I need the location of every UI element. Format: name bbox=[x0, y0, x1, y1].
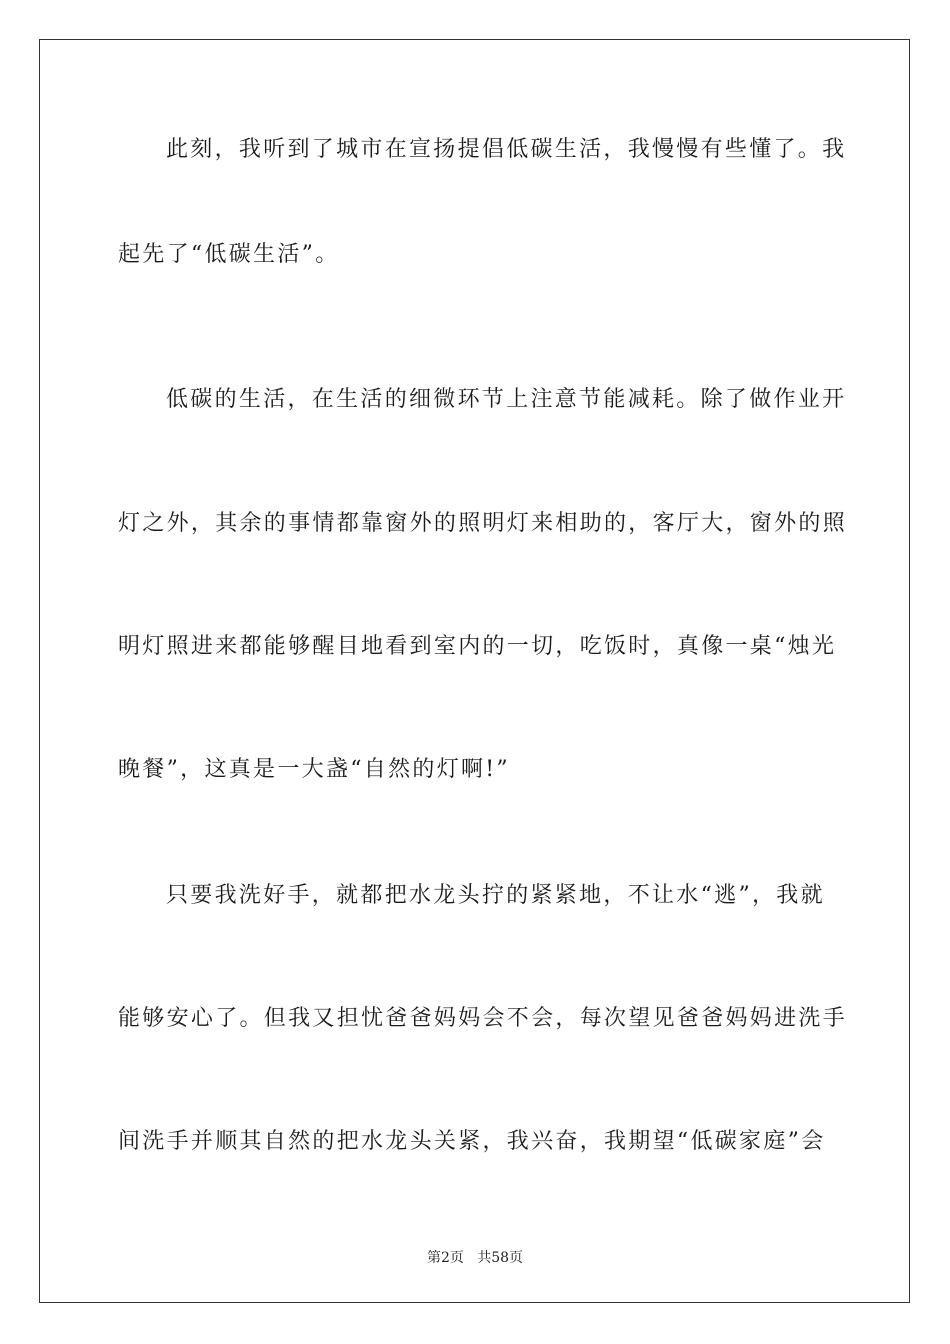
paragraph-3-line-3: 间洗手并顺其自然的把水龙头关紧，我兴奋，我期望“低碳家庭”会 bbox=[118, 1129, 826, 1154]
paragraph-2-line-1: 低碳的生活，在生活的细微环节上注意节能减耗。除了做作业开 bbox=[166, 387, 847, 412]
page-number-footer: 第2页 共58页 bbox=[426, 1250, 524, 1266]
paragraph-3-line-1: 只要我洗好手，就都把水龙头拧的紧紧地，不让水“逃”，我就 bbox=[166, 883, 825, 908]
page-border bbox=[39, 39, 910, 1303]
paragraph-2-line-2: 灯之外，其余的事情都靠窗外的照明灯来相助的，客厅大，窗外的照 bbox=[118, 511, 848, 536]
paragraph-2-line-4: 晚餐”，这真是一大盏“自然的灯啊!” bbox=[118, 757, 510, 782]
paragraph-1-line-1: 此刻，我听到了城市在宣扬提倡低碳生活，我慢慢有些懂了。我 bbox=[166, 137, 847, 162]
paragraph-1-line-2: 起先了“低碳生活”。 bbox=[118, 242, 340, 267]
paragraph-2-line-3: 明灯照进来都能够醒目地看到室内的一切，吃饭时，真像一桌“烛光 bbox=[118, 634, 837, 659]
paragraph-3-line-2: 能够安心了。但我又担忧爸爸妈妈会不会，每次望见爸爸妈妈进洗手 bbox=[118, 1006, 848, 1031]
